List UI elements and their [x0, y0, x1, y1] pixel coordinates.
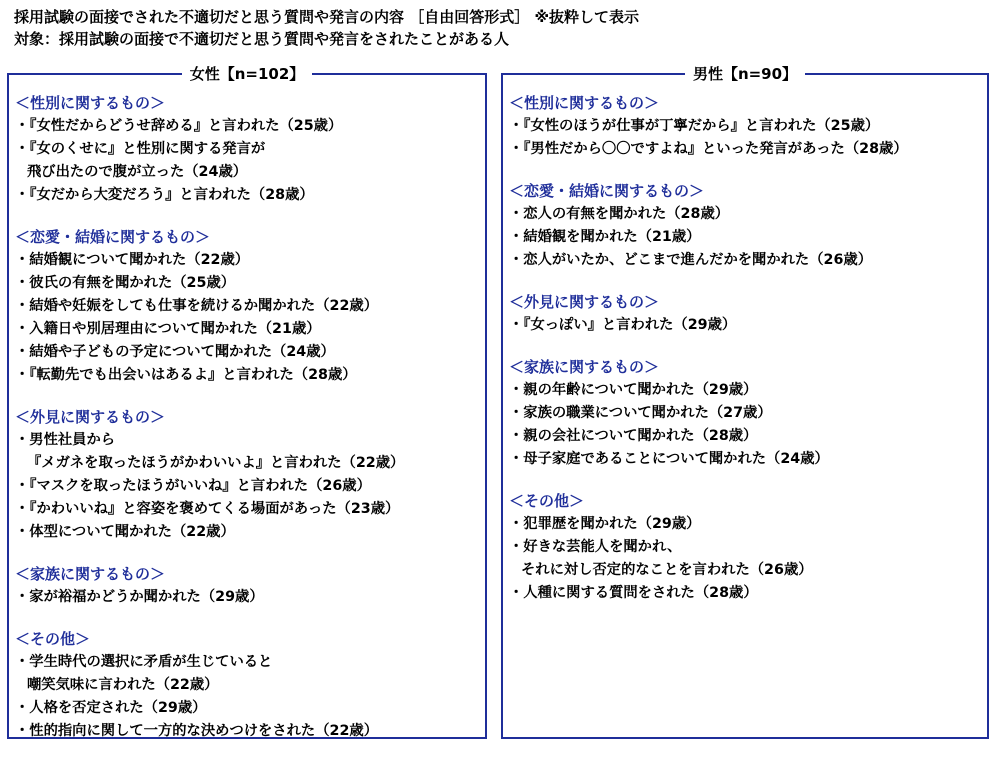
- female-panel-title-text: 女性【n=102】: [182, 65, 313, 83]
- page-subtitle: 対象：採用試験の面接で不適切だと思う質問や発言をされたことがある人: [14, 30, 510, 48]
- list-item: 嘲笑気味に言われた（22歳）: [27, 677, 219, 693]
- list-item: ・入籍日や別居理由について聞かれた（21歳）: [15, 321, 321, 337]
- list-item: それに対し否定的なことを言われた（26歳）: [521, 562, 813, 578]
- section-title: ＜外見に関するもの＞: [509, 293, 660, 311]
- section: [15, 92, 481, 207]
- list-item: ・『女性のほうが仕事が丁寧だから』と言われた（25歳）: [509, 118, 880, 134]
- section: [509, 180, 983, 272]
- list-item: ・『女性だからどうせ辞める』と言われた（25歳）: [15, 118, 343, 134]
- section-title: ＜家族に関するもの＞: [509, 358, 660, 376]
- male-panel: [501, 65, 989, 739]
- list-item: ・『女のくせに』と性別に関する発言が: [15, 141, 266, 157]
- list-item: ・恋人がいたか、どこまで進んだかを聞かれた（26歳）: [509, 252, 873, 268]
- section: [15, 563, 481, 609]
- list-item: ・家族の職業について聞かれた（27歳）: [509, 405, 772, 421]
- female-panel: [7, 65, 487, 739]
- list-item: ・学生時代の選択に矛盾が生じていると: [15, 654, 273, 670]
- list-item: ・家が裕福かどうか聞かれた（29歳）: [15, 589, 264, 605]
- section-title: ＜恋愛・結婚に関するもの＞: [509, 182, 705, 200]
- list-item: ・『マスクを取ったほうがいいね』と言われた（26歳）: [15, 478, 371, 494]
- section-title: ＜その他＞: [15, 630, 91, 648]
- list-item: ・親の年齢について聞かれた（29歳）: [509, 382, 758, 398]
- list-item: ・彼氏の有無を聞かれた（25歳）: [15, 275, 236, 291]
- section-title: ＜外見に関するもの＞: [15, 408, 166, 426]
- list-item: ・『女っぽい』と言われた（29歳）: [509, 317, 737, 333]
- section: [509, 356, 983, 471]
- list-item: ・人格を否定された（29歳）: [15, 700, 207, 716]
- male-panel-title-text: 男性【n=90】: [685, 65, 805, 83]
- section: [509, 291, 983, 337]
- page-title: 採用試験の面接でされた不適切だと思う質問や発言の内容 ［自由回答形式］ ※抜粋して表示: [14, 8, 640, 26]
- page-header: [14, 6, 639, 50]
- section: [15, 628, 481, 743]
- list-item: ・犯罪歴を聞かれた（29歳）: [509, 516, 701, 532]
- list-item: ・人種に関する質問をされた（28歳）: [509, 585, 758, 601]
- list-item: ・結婚観を聞かれた（21歳）: [509, 229, 701, 245]
- section: [509, 92, 983, 161]
- female-panel-body: [15, 92, 481, 762]
- section-title: ＜家族に関するもの＞: [15, 565, 166, 583]
- list-item: ・『かわいいね』と容姿を褒めてくる場面があった（23歳）: [15, 501, 400, 517]
- section-title: ＜性別に関するもの＞: [15, 94, 166, 112]
- section: [509, 490, 983, 605]
- list-item: ・母子家庭であることについて聞かれた（24歳）: [509, 451, 829, 467]
- section: [15, 226, 481, 387]
- list-item: ・親の会社について聞かれた（28歳）: [509, 428, 758, 444]
- male-panel-body: [509, 92, 983, 624]
- list-item: ・結婚観について聞かれた（22歳）: [15, 252, 250, 268]
- list-item: 飛び出たので腹が立った（24歳）: [27, 164, 248, 180]
- section-title: ＜恋愛・結婚に関するもの＞: [15, 228, 211, 246]
- male-panel-title: [503, 63, 987, 85]
- list-item: ・『女だから大変だろう』と言われた（28歳）: [15, 187, 314, 203]
- list-item: ・結婚や子どもの予定について聞かれた（24歳）: [15, 344, 335, 360]
- female-panel-title: [9, 63, 485, 85]
- list-item: ・『男性だから〇〇ですよね』といった発言があった（28歳）: [509, 141, 908, 157]
- list-item: ・性的指向に関して一方的な決めつけをされた（22歳）: [15, 723, 379, 739]
- list-item: ・『転勤先でも出会いはあるよ』と言われた（28歳）: [15, 367, 357, 383]
- section: [15, 406, 481, 544]
- list-item: ・好きな芸能人を聞かれ、: [509, 539, 682, 555]
- list-item: ・恋人の有無を聞かれた（28歳）: [509, 206, 730, 222]
- list-item: 『メガネを取ったほうがかわいいよ』と言われた（22歳）: [27, 455, 405, 471]
- list-item: ・体型について聞かれた（22歳）: [15, 524, 235, 540]
- list-item: ・男性社員から: [15, 432, 116, 448]
- list-item: ・結婚や妊娠をしても仕事を続けるか聞かれた（22歳）: [15, 298, 379, 314]
- section-title: ＜性別に関するもの＞: [509, 94, 660, 112]
- section-title: ＜その他＞: [509, 492, 585, 510]
